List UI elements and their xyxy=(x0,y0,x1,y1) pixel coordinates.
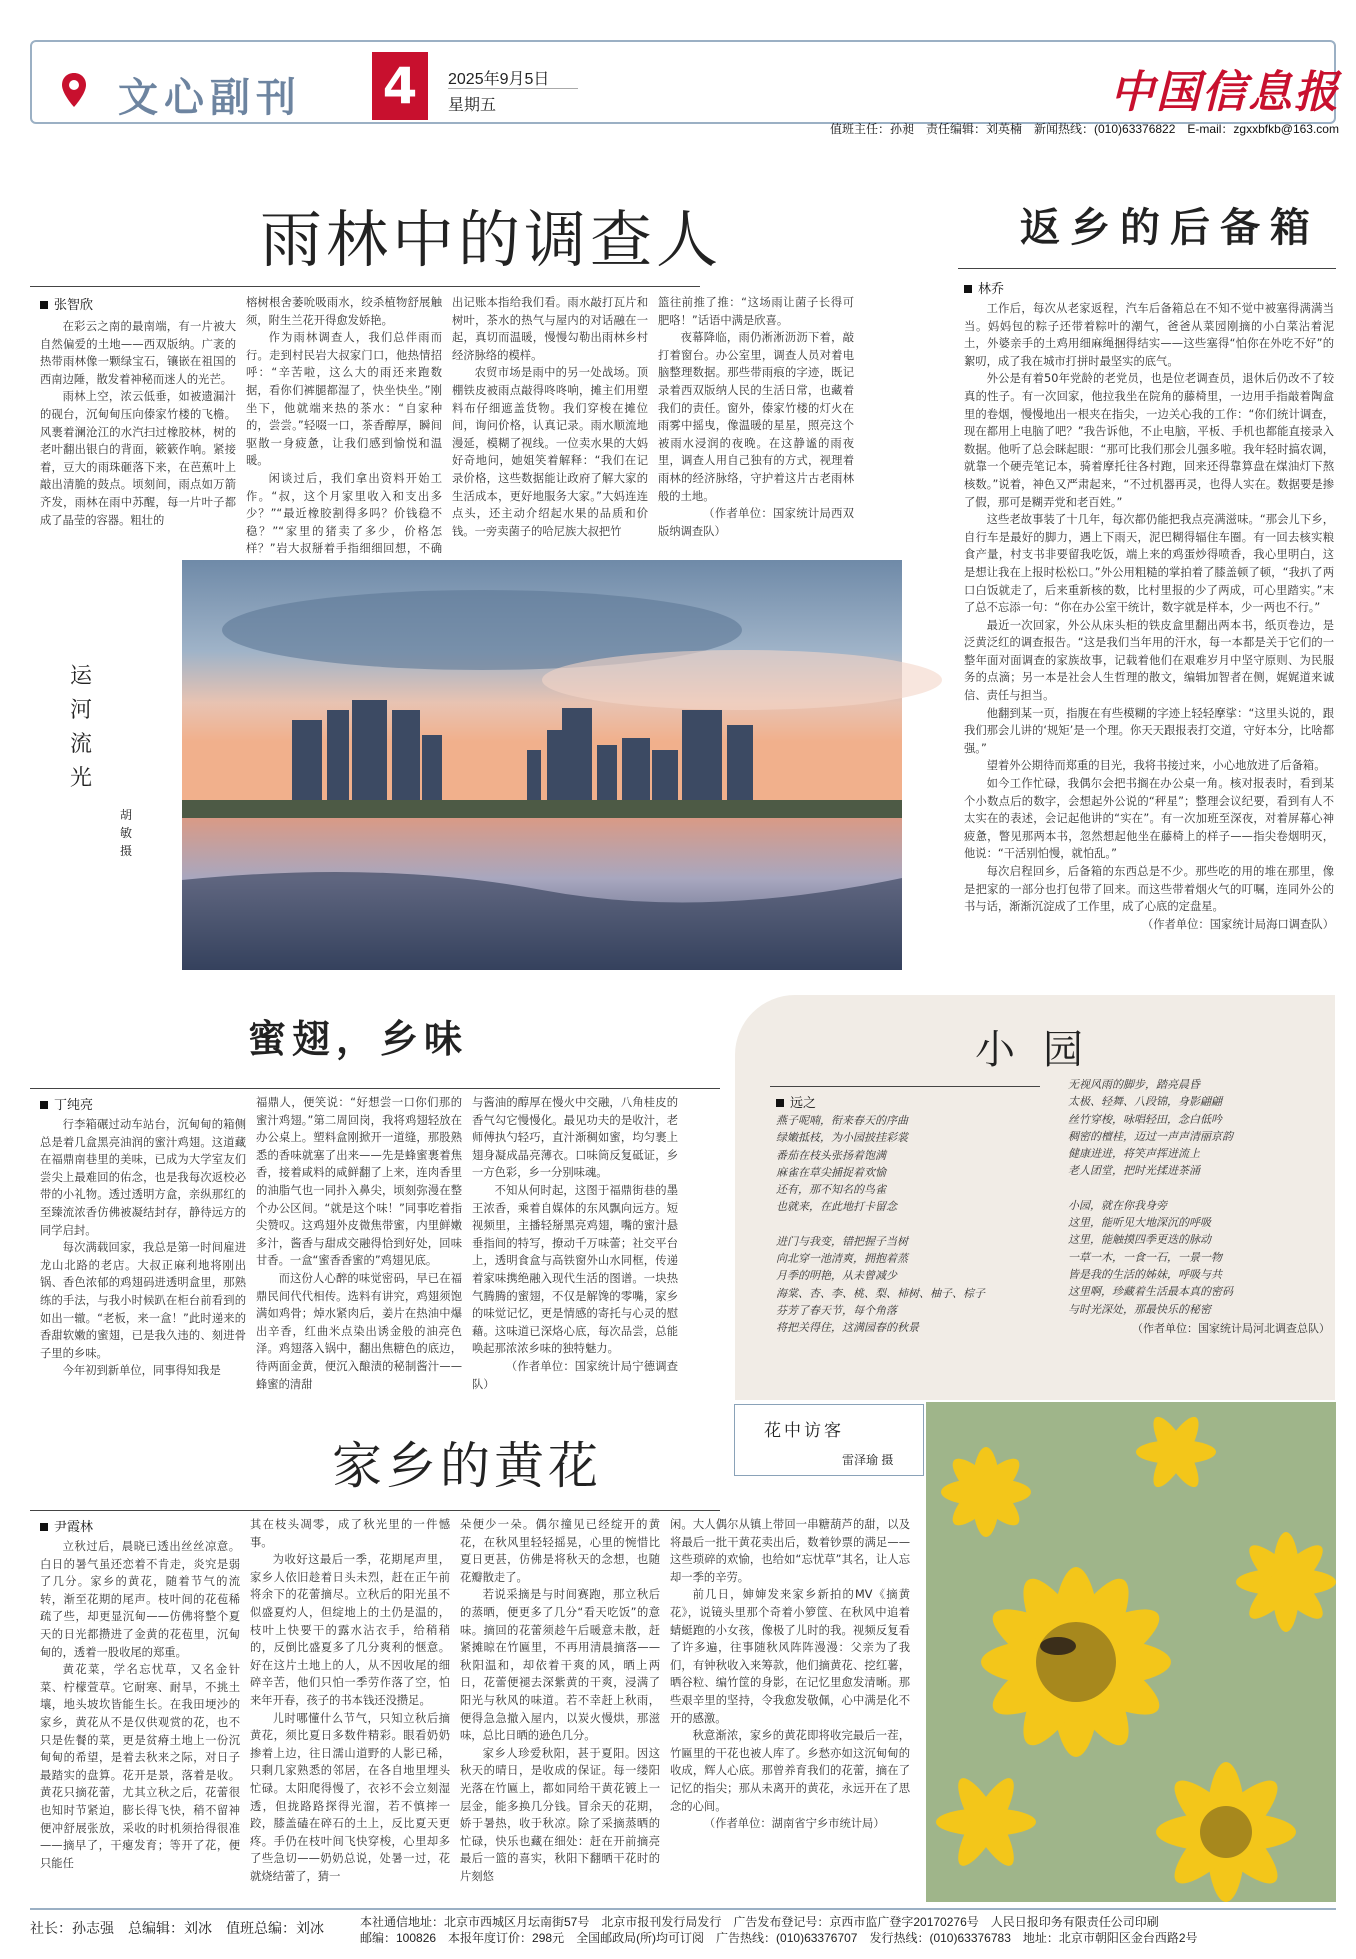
divider xyxy=(30,1510,720,1511)
article-title-yellow-flowers: 家乡的黄花 xyxy=(332,1437,602,1495)
date-divider xyxy=(448,88,578,89)
article3-column-3: 与酱油的醇厚在慢火中交融，八角桂皮的香气勾它慢慢化。最见功夫的是收汁，老师傅执勺轻巧，直汁渐稠如蜜，均匀裹上翅身凝成晶亮薄衣。口味筒反复砥证，乡一方色彩，乡一分别味魂。 不知从何时起，这图于福鼎街巷的墨王浓香，乘着自媒体的东风飘向远方。短视频里，主播轻掰黑亮鸡翅，嘴的蜜汁悬垂指间的特写，撩动千万味蕾；社交平台上，透明食盒与高铁窗外山水同框，传递着家味携绝融入现代生活的图谱。一块热气腾腾的蜜翅，不仅是解馋的零嘴，家乡的味觉记忆，更是情感的寄托与心灵的慰藉。这味道已深烙心底，每次品尝，总能唤起那浓浓乡味的独特魅力。 （作者单位：国家统计局宁德调查队） xyxy=(472,1096,678,1391)
article2-body: 工作后，每次从老家返程，汽车后备箱总在不知不觉中被塞得满满当当。妈妈包的粽子还带着粽叶的潮气，爸爸从菜园刚摘的小白菜沾着泥土，外婆亲手的土鸡用细麻绳捆得结实——这些塞得“怕你在外吃不好”的絮叨，成了我在城市打拼时最坚实的底气。 外公是有着50年党龄的老党员，也是位老调查员，退休后仍改不了较真的性子。有一次回家，他拉我坐在院角的藤椅里，一边用手指敲着陶盒里的卷烟，慢慢地出一根夹在指尖，一边关心我的工作：“你们统计调查，现在都用上电脑了吧？”我告诉他，不止电脑，平板、手机也都能直接录入数据。他听了总会眯起眼：“那可比我们那会儿强多啦。我年轻时搞农调，就靠一个硬壳笔记本，骑着摩托往各村跑，回来还得靠算盘在煤油灯下熬核数。”说着，神色又严肃起来，“不过机器再灵，也得人实在。数据要是掺了假，那可是糊弄党和老百姓。” 这些老故事装了十几年，每次都仍能把我点亮满滋味。“那会儿下乡，自行车是最好的脚力，遇上下雨天，泥巴糊得辐住车圈。有一回去核实粮食产量，村支书非要留我吃饭，端上来的鸡蛋炒得喷香，我心里明白，这是想让我在上报时松松口。”外公用粗糙的掌拍着了膝盖顿了顿，“我扒了两口白饭就走了，后来重新核的数，比村里报的少了两成，可心里踏实。”末了总不忘添一句：“你在办公室干统计，数字就是样本，少一两也不行。” 最近一次回家，外公从床头柜的铁皮盒里翻出两本书，纸页卷边，是泛黄泛红的调查报告。“这是我们当年用的汗水，每一本都是关于它们的一整年面对面调查的家族故事，记载着他们在艰难岁月中坚守原则、为民服务的点滴；另一本是社会人生哲理的散文，编辑加智者在侧，娓娓道来诚信、责任与担当。 他翻到某一页，指腹在有些模糊的字迹上轻轻摩挲：“这里头说的，跟我们那会儿讲的‘规矩’是一个理。你天天跟报表打交道，守好本分，比啥都强。” 望着外公期待而郑重的目光，我将书接过来，小心地放进了后备箱。 如今工作忙碌，我偶尔会把书搁在办公桌一角。核对报表时，看到某个小数点后的数字，会想起外公说的“秤星”；整理会议纪要，看到有人不太实在的表述，会记起他讲的“实在”。有一次加班至深夜，对着屏幕心神疲惫，瞥见那两本书，忽然想起他坐在藤椅上的样子——指尖卷烟明灭，他说：“干活别怕慢，就怕乱。” 每次启程回乡，后备箱的东西总是不少。那些吃的用的堆在那里，像是把家的一部分也打包带了回来。而这些带着烟火气的叮嘱，连同外公的书与话，渐渐沉淀成了工作里，成了心底的定盘星。 （作者单位：国家统计局海口调查队） xyxy=(964,302,1334,931)
photo-credit: 胡敏 摄 xyxy=(119,808,132,858)
masthead-logo: 中国信息报 xyxy=(1110,67,1340,118)
footer-staff: 社长：孙志强 总编辑：刘冰 值班总编：刘冰 xyxy=(30,1920,324,1936)
article-title-trunk: 返乡的后备箱 xyxy=(1020,204,1320,251)
photo-caption: 花中访客 xyxy=(764,1421,844,1441)
article1-column-3: 出记账本指给我们看。雨水敲打瓦片和树叶，茶水的热气与屋内的对话融在一起，真切而温暖，慢慢勾勒出雨林乡村经济脉络的模样。 农贸市场是雨中的另一处战场。顶棚铁皮被雨点敲得咚咚响，摊主们用塑料布仔细遮盖货物。我们穿梭在摊位间，询问价格，认真记录。雨水顺流地漫延，模糊了视线。一位卖水果的大妈好奇地问，她姐笑着解释：“我们在记录价格，这些数据能让政府了解大家的生活成本，更好地服务大家。”大妈连连点头，还主动介绍起水果的品质和价钱。一旁卖菌子的哈尼族大叔把竹 xyxy=(452,296,648,538)
editor-credits: 值班主任：孙昶 责任编辑：刘英楠 新闻热线：(010)63376822 E-mail：zgxxbfkb@163.com xyxy=(830,122,1339,136)
article3-column-1: 行李箱碾过动车站台，沉甸甸的箱侧总是着几盒黑亮油润的蜜汁鸡翅。这道藏在福鼎南巷里的美味，已成为大学室友们尝尖上最难回的佑念，也是我每次返校必带的小礼物。透过透明方盒，亲纵那红的至臻流浓香仿佛被凝结封存，静待远方的同学启封。 每次满载回家，我总是第一时间雇进龙山北路的老店。大叔正麻利地将刚出锅、香色浓郁的鸡翅码进透明盒里，那熟练的手法，与我小时候趴在柜台前看到的如出一辙。“老板，来一盒！”此时递来的香甜软嫩的蜜翅，已是我久违的、刻进骨子里的乡味。 今年初到新单位，同事得知我是 xyxy=(40,1118,246,1378)
divider xyxy=(30,286,700,287)
photo-credit: 雷泽瑜 摄 xyxy=(842,1453,894,1467)
article-title-rainforest: 雨林中的调查人 xyxy=(260,203,723,276)
article4-column-2: 其在枝头凋零，成了秋光里的一件憾事。 为收好这最后一季，花期尾声里，家乡人依旧趁着日头未烈，赶在正午前将余下的花蕾摘尽。立秋后的阳光虽不似盛夏灼人，但绽地上的土仍是温的，枝叶上快要干的露水沾衣手，给稍稍的，反倒比盛夏多了几分爽利的惬意。好在这片土地上的人，从不因收尾的细碎辛苦，他们只怕一季劳作落了空，怕来年开春，孩子的书本钱还没攒足。 儿时哪懂什么节气，只知立秋后摘黄花，须比夏日多数件精彩。眼看奶奶掺着上边，往日濡山道野的人影已稀，只剩几家熟悉的邻居，在各自地里埋头忙碌。太阳爬得慢了，衣衫不会立刻湿透，但拢路路探得光溜，若不慎摔一跤，膝盖磕在碎石的土上，反比夏天更疼。手仍在枝叶间飞快穿梭，心里却多了些急切——奶奶总说，处暑一过，花就烧结蕾了，猜一 xyxy=(250,1518,450,1883)
article-author: 林乔 xyxy=(964,278,1004,297)
divider xyxy=(30,1088,720,1089)
article1-column-1: 在彩云之南的最南端，有一片被大自然偏爱的土地——西双版纳。广袤的热带雨林像一颗绿宝石，镶嵌在祖国的西南边陲，散发着神秘而迷人的光芒。 雨林上空，浓云低垂，如被遗漏汁的砚台，沉甸甸压向傣家竹楼的飞檐。风裹着澜沧江的水汽扫过橡胶林，树的老叶翻出银白的背面，簌簌作响。紧接着，豆大的雨珠砸落下来，在芭蕉叶上敲出清脆的鼓点。顷刻间，雨点如万箭齐发，雨林在雨中苏醒，每一片叶子都成了晶莹的容器。粗壮的 xyxy=(40,320,236,527)
location-pin-icon xyxy=(60,72,88,108)
section-name: 文心副刊 xyxy=(118,74,302,121)
issue-weekday: 星期五 xyxy=(448,97,497,114)
article4-column-4: 闲。大人偶尔从镇上带回一串糖葫芦的甜，以及将最后一批干黄花卖出后，数着钞票的满足——这些琐碎的欢愉，也给如“忘忧草”其名，让人忘却一季的辛劳。 前几日，婶婶发来家乡新拍的MV《摘黄花》，说镜头里那个奇着小箩筐、在秋风中追着蜻蜓跑的小女孩，像极了儿时的我。视频反复看了许多遍，往事随秋风阵阵漫漫：父亲为了我们，有钟秋收入来筹款，他们摘黄花、挖红薯，晒谷粒、编竹筐的身影，在记忆里愈发清晰。那些艰辛里的坚持，令我愈发敬佩，心中满是化不开的感激。 秋意渐浓，家乡的黄花即将收完最后一茬，竹匾里的干花也被人库了。乡愁亦如这沉甸甸的收成，辉人心底。那曾养育我们的花蕾，摘在了记忆的指尖；那从未离开的黄花，永远开在了思念的心间。 （作者单位：湖南省宁乡市统计局） xyxy=(670,1518,910,1831)
article-author: 丁纯亮 xyxy=(40,1094,93,1113)
poem-column-1: 燕子呢喃，衔来春天的序曲 绿嫩抵枝，为小园披挂彩裳 番茄在枝头张扬着饱满 麻雀在草尖捕捉着欢愉 还有，那不知名的鸟雀 也就来，在此地打卡留念 进门与我变，错把握子当树 向北穿一池清爽，拥抱着蒸 月季的明艳，从未曾减少 海棠、杏、李、桃、梨、柿树、柚子、棕子 芬芳了春天节，每个角落 将把关得住，这满园春的秋景 xyxy=(776,1114,985,1335)
page-footer xyxy=(30,1908,1336,1948)
divider xyxy=(770,1086,1040,1087)
page-number: 4 xyxy=(372,52,428,120)
article-title-honey-wings: 蜜翅，乡味 xyxy=(248,1016,469,1061)
poem-title: 小园 xyxy=(975,1027,1111,1073)
article4-column-1: 立秋过后，晨晓已透出丝丝凉意。白日的暑气虽还恋着不肯走，炎究是弱了几分。家乡的黄花，随着节气的流转，渐至花期的尾声。枝叶间的花苞稀疏了些，却更显沉甸——仿佛将整个夏天的日光都攒进了金黄的花苞里，沉甸甸的，透着一股收尾的郑重。 黄花菜，学名忘忧草，又名金针菜、柠檬萱草。它耐寒、耐旱，不挑土壤，地头坡坎皆能生长。在我田埂沙的家乡，黄花从不是仅供观赏的花，也不只是佐餐的菜，更是贫瘠土地上一份沉甸甸的希望，是着去秋来之际，对日子最踏实的盘算。花开是景，落着是收。黄花只摘花蕾，尤其立秋之后，花蕾很也知时节紧迫，膨长得飞快，稍不留神便冲舒展张放，采收的时机须拾得很准——摘早了，干瘪发育；等开了花，便只能任 xyxy=(40,1540,240,1870)
yellow-flowers-photo xyxy=(926,1402,1336,1902)
poem-author: 远之 xyxy=(776,1092,816,1111)
issue-date: 2025年9月5日 xyxy=(448,71,550,88)
photo-caption: 运河流光 xyxy=(69,664,92,791)
article4-column-3: 朵便少一朵。偶尔撞见已经绽开的黄花，在秋风里轻轻摇晃，心里的惋惜比夏日更甚，仿佛是将秋天的念想，也随花瓣散走了。 若说采摘是与时间赛跑，那立秋后的蒸晒，便更多了几分“看天吃饭”的意味。摘回的花蕾须趁午后暖意未散，赶紧摊晾在竹匾里，不再用清晨摘落——秋阳温和，却依着干爽的风，晒上两日，花蕾便褪去深紫黄的干爽，浸满了阳光与秋风的味道。若不幸赶上秋雨，便得急急撤入屋内，以炭火慢烘，那滋味，总比日晒的逊色几分。 家乡人珍爱秋阳，甚于夏阳。因这秋天的晴日，是收成的保证。每一缕阳光落在竹匾上，都如同给干黄花镀上一层金，能多换几分钱。冒余天的花期，娇于暑热，收于秋凉。除了采摘蒸晒的忙碌，快乐也藏在细处：赶在开前摘亮最后一篮的喜实，秋阳下翻晒干花时的片刻悠 xyxy=(460,1518,660,1883)
article-author: 张智欣 xyxy=(40,294,93,313)
article-author: 尹霞林 xyxy=(40,1516,93,1535)
article3-column-2: 福鼎人，便笑说：“好想尝一口你们那的蜜汁鸡翅。”第二周回岗，我将鸡翅轻放在办公桌上。塑料盒刚掀开一道缝，那股熟悉的香味就塞了出来——先是蜂蜜裹着焦香，接着咸料的咸鲜翻了上来，连肉香里的油脂气也一同扑入鼻尖，顷刻弥漫在整个办公区间。“就是这个味！”同事吃着指尖赞叹。这鸡翅外皮微焦带蜜，内里鲜嫩多汁，酱香与甜成交融得恰到好处，回味甘香。一盒“蜜香香蜜的”鸡翅见底。 而这份人心醉的味觉密码，早已在福鼎民间代代相传。选料有讲究，鸡翅须饱满如鸡骨；焯水紧肉后，姜片在热油中爆出辛香，红曲米点染出诱金般的油亮色泽。鸡翅落入锅中，翻出焦糖色的底边，待两面金黄，便沉入酿渍的秘制酱汁——蜂蜜的清甜 xyxy=(256,1096,462,1391)
article1-column-4: 篮往前推了推：“这场雨让菌子长得可肥咯！”话语中满是欣喜。 夜幕降临，雨仍淅淅沥沥下着，敲打着窗台。办公室里，调查人员对着电脑整理数据。那些带雨痕的字迹，既记录着西双版纳人民的生活日常，也藏着我们的责任。窗外，傣家竹楼的灯火在雨雾中摇曳，像温暖的星星，照亮这个被雨水浸润的夜晚。在这静谧的雨夜里，调查人用自己独有的方式，视理着雨林的经济脉络，守护着这片古老雨林般的土地。 （作者单位：国家统计局西双版纳调查队） xyxy=(658,296,854,538)
article1-column-2: 榕树根舍萎吮吸雨水，绞杀植物舒展触须，附生兰花开得愈发娇艳。 作为雨林调查人，我们总伴雨而行。走到村民岩大叔家门口，他热情招呼：“辛苦啦，这么大的雨还来跑数据，看你们裤腿都湿了，快坐快坐。”刚坐下，他就端来热的茶水：“自家种的，尝尝。”轻啜一口，茶香醇厚，瞬间驱散一身疲惫，让我们感到愉悦和温暖。 闲谈过后，我们拿出资料开始工作。“叔，这个月家里收入和支出多少？”“最近橡胶割得多吗？价钱稳不稳？”“家里的猪卖了多少，价格怎样？”岩大叔掰着手指细细回想，不确 xyxy=(246,296,442,556)
canal-sunset-photo xyxy=(182,560,902,970)
divider xyxy=(958,268,1336,269)
footer-contact-info: 邮编：100826 本报年度订价：298元 全国邮政局(所)均可订阅 广告热线：(010)63376707 发行热线：(010)63376783 地址：北京市朝阳区金台西路2号 xyxy=(360,1931,1198,1945)
poem-column-2: 无视风雨的脚步，踏亮晨昏 太极、轻舞、八段锦，身影翩翩 丝竹穿梭，咏唱轻田，念白低吟 稠密的檀桂，迈过一声声清丽京韵 健康进进，将笑声挥迸流上 老人团堂，把时光揉进茶涌 小园，就在你我身旁 这里，能听见大地深沉的呼吸 这里，能触摸四季更迭的脉动 一草一木，一食一石，一景一物 皆是我的生活的姊妹，呼吸与共 这里啊，珍藏着生活最本真的密码 与时光深处，那最快乐的秘密 （作者单位：国家统计局河北调查总队） xyxy=(1068,1078,1330,1335)
footer-publisher-info: 本社通信地址：北京市西城区月坛南街57号 北京市报刊发行局发行 广告发布登记号：京西市监广登字20170276号 人民日报印务有限责任公司印刷 xyxy=(360,1915,1159,1929)
